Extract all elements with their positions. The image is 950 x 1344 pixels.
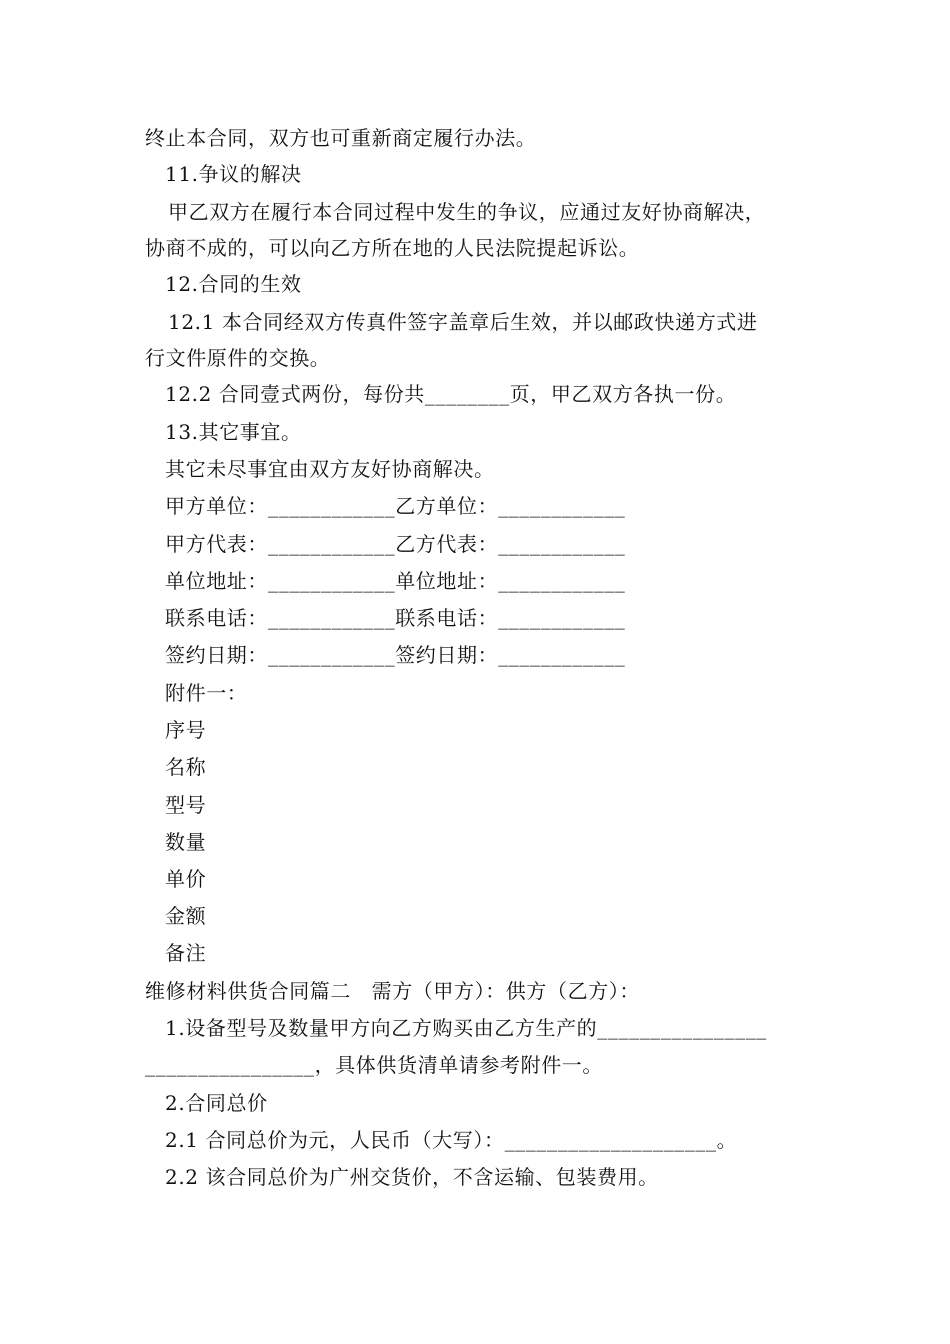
field-label: 乙方单位： — [395, 494, 499, 518]
text-segment: 12.2 合同壹式两份，每份共 — [165, 382, 425, 406]
signature-row-unit — [165, 494, 625, 518]
paragraph-line: 行文件原件的交换。 — [145, 346, 331, 370]
paragraph-line — [165, 1016, 767, 1040]
paragraph-line: 2.2 该合同总价为广州交货价，不含运输、包装费用。 — [165, 1165, 659, 1189]
field-blank: ____________ — [498, 494, 626, 518]
text-segment: 页，甲乙双方各执一份。 — [509, 382, 737, 406]
field-blank: ____________ — [498, 569, 626, 593]
attachment-column: 型号 — [165, 793, 207, 817]
paragraph-line — [165, 1128, 737, 1152]
signature-row-representative — [165, 532, 625, 556]
field-label: 乙方代表： — [395, 532, 499, 556]
field-blank: ____________ — [498, 532, 626, 556]
attachment-column: 名称 — [165, 755, 207, 779]
amount-blank: ____________________ — [504, 1128, 717, 1152]
field-label: 单位地址： — [395, 569, 499, 593]
field-blank: ____________ — [498, 606, 626, 630]
field-blank: ____________ — [268, 532, 396, 556]
product-blank: ________________ — [597, 1016, 767, 1040]
text-segment: ，具体供货清单请参考附件一。 — [314, 1053, 604, 1077]
text-segment: 1.设备型号及数量甲方向乙方购买由乙方生产的 — [165, 1016, 598, 1040]
attachment-column: 金额 — [165, 904, 207, 928]
paragraph-line — [145, 1053, 603, 1077]
signature-row-phone — [165, 606, 625, 630]
paragraph-line: 协商不成的，可以向乙方所在地的人民法院提起诉讼。 — [145, 236, 640, 260]
attachment-column: 数量 — [165, 830, 207, 854]
section-heading-2: 2.合同总价 — [165, 1091, 268, 1115]
attachment-column: 序号 — [165, 718, 207, 742]
field-label: 联系电话： — [395, 606, 499, 630]
section-heading-12: 12.合同的生效 — [165, 272, 302, 296]
paragraph-line: 终止本合同，双方也可重新商定履行办法。 — [145, 126, 537, 150]
page-count-blank: ________ — [424, 382, 510, 406]
section-heading-11: 11.争议的解决 — [165, 162, 302, 186]
field-blank: ____________ — [268, 643, 396, 667]
field-label: 签约日期： — [395, 643, 499, 667]
paragraph-line — [165, 382, 736, 406]
field-label: 联系电话： — [165, 606, 268, 630]
product-blank: ________________ — [145, 1053, 315, 1077]
field-blank: ____________ — [268, 606, 396, 630]
section-heading-13: 13.其它事宜。 — [165, 420, 302, 444]
field-blank: ____________ — [268, 494, 396, 518]
field-label: 单位地址： — [165, 569, 268, 593]
field-blank: ____________ — [268, 569, 396, 593]
field-blank: ____________ — [498, 643, 626, 667]
paragraph-line: 其它未尽事宜由双方友好协商解决。 — [165, 457, 495, 481]
field-label: 甲方单位： — [165, 494, 268, 518]
paragraph-line: 甲乙双方在履行本合同过程中发生的争议，应通过友好协商解决， — [168, 200, 766, 224]
text-segment: 。 — [716, 1128, 738, 1152]
signature-row-address — [165, 569, 625, 593]
attachment-column: 备注 — [165, 941, 207, 965]
text-segment: 2.1 合同总价为元，人民币（大写）： — [165, 1128, 505, 1152]
signature-row-date — [165, 643, 625, 667]
section2-heading: 维修材料供货合同篇二 需方（甲方）：供方（乙方）： — [145, 979, 640, 1003]
field-label: 签约日期： — [165, 643, 268, 667]
attachment-column: 单价 — [165, 867, 207, 891]
paragraph-line: 12.1 本合同经双方传真件签字盖章后生效，并以邮政快递方式进 — [168, 310, 758, 334]
attachment-title: 附件一： — [165, 681, 248, 705]
field-label: 甲方代表： — [165, 532, 268, 556]
